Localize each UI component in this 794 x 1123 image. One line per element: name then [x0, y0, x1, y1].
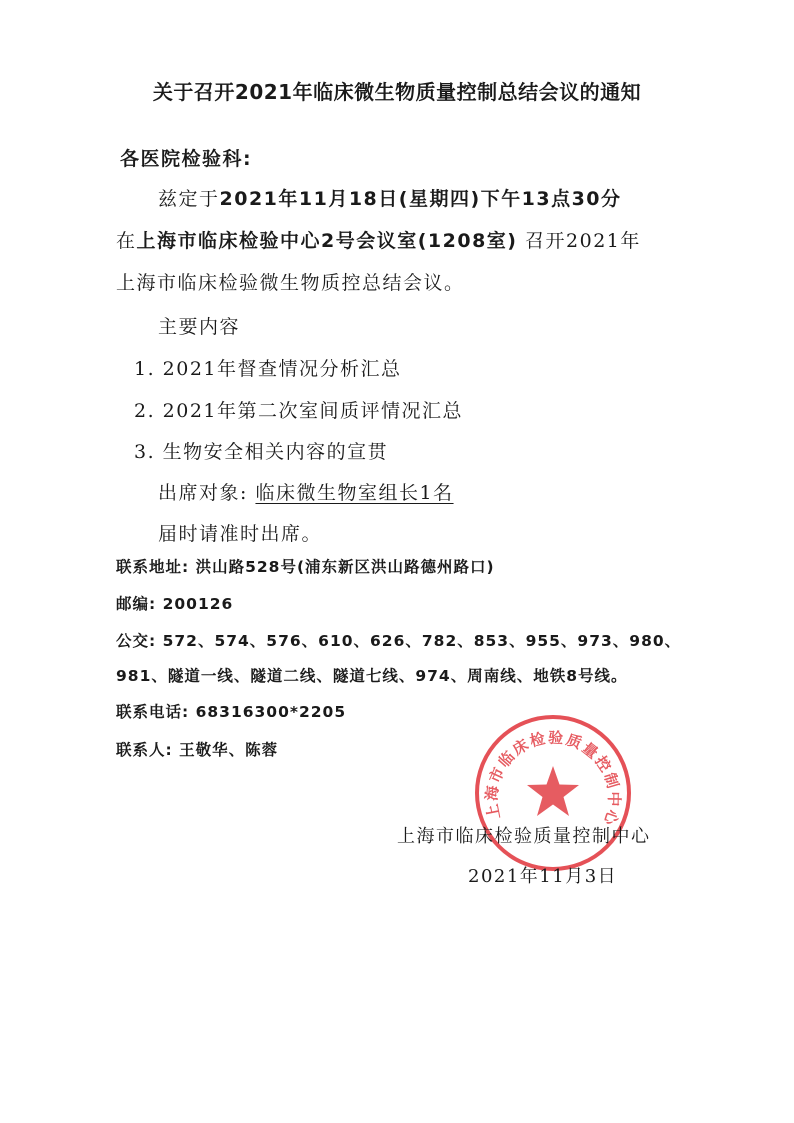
contact-bus-line2: 981、隧道一线、隧道二线、隧道七线、974、周南线、地铁8号线。: [116, 667, 628, 685]
signature-org: 上海市临床检验质量控制中心: [397, 826, 651, 847]
content-item-2: 2. 2021年第二次室间质评情况汇总: [134, 400, 464, 422]
attendees: [158, 478, 454, 505]
reminder: 届时请准时出席。: [158, 523, 323, 545]
para1-line2: [116, 226, 641, 253]
para1-line2-prefix: 在: [116, 230, 137, 252]
attendees-value: 临床微生物室组长1名: [255, 482, 454, 504]
meeting-datetime: 2021年11月18日(星期四)下午13点30分: [219, 188, 622, 210]
salutation: 各医院检验科:: [120, 148, 253, 170]
contact-address: 联系地址: 洪山路528号(浦东新区洪山路德州路口): [116, 558, 495, 576]
content-heading: 主要内容: [158, 316, 241, 338]
svg-text:上海市临床检验质量控制中心: 上海市临床检验质量控制中心: [482, 728, 624, 830]
para1-line1: [158, 184, 622, 211]
para1-line3: 上海市临床检验微生物质控总结会议。: [116, 272, 465, 294]
content-item-1: 1. 2021年督查情况分析汇总: [134, 358, 402, 380]
contact-bus-line1: 公交: 572、574、576、610、626、782、853、955、973、980、: [116, 632, 682, 650]
contact-postcode: 邮编: 200126: [116, 595, 234, 613]
content-item-3: 3. 生物安全相关内容的宣贯: [134, 441, 389, 463]
para1-prefix: 兹定于: [158, 188, 220, 210]
official-seal-icon: [472, 712, 634, 874]
para1-line2-suffix: 召开2021年: [517, 230, 641, 252]
contact-person: 联系人: 王敬华、陈蓉: [116, 741, 279, 759]
notice-title: 关于召开2021年临床微生物质量控制总结会议的通知: [152, 80, 642, 104]
attendees-label: 出席对象:: [158, 482, 248, 504]
contact-phone: 联系电话: 68316300*2205: [116, 703, 347, 721]
signature-date: 2021年11月3日: [468, 866, 618, 887]
meeting-location: 上海市临床检验中心2号会议室(1208室): [136, 230, 518, 252]
